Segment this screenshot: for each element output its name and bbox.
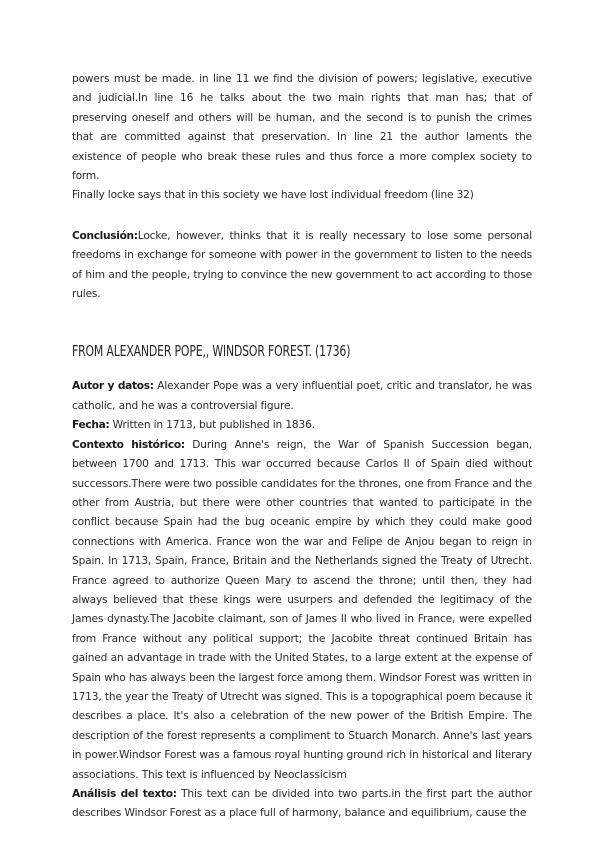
- text-commentary: [72, 377, 532, 823]
- analysis-text: This text can be divided into two parts.in the first part the author describes Windsor Forest as a place full of harmony, balance and equilibrium, cause the: [72, 788, 532, 820]
- context-text: During Anne's reign, the War of Spanish Succession began, between 1700 and 1713. This war occurred because Carlos II of Spain died without successors.There were two possible candidates for the thrones, one from France and the other from Austria, but there were other countries that wanted to participate in the conflict because Spain had the bug oceanic empire by which they could make good connections with America. France won the war and Felipe de Anjou began to reign in Spain. In 1713, Spain, France, Britain and the Netherlands signed the Treaty of Utrecht. France agreed to authorize Queen Mary to ascend the throne; until then, they had always believed that these kings were usurpers and defended the legitimacy of the James dynasty.The Jacobite claimant, son of James II who lived in France, were expelled from France without any political support; the Jacobite threat continued Britain has gained an advantage in trade with the United States, to a large extent at the expense of Spain who has always been the largest force among them. Windsor Forest was written in 1713, the year the Treaty of Utrecht was signed. This is a topographical poem because it describes a place. It's also a celebration of the new power of the British Empire. The description of the forest represents a compliment to Stuarch Monarch. Anne's last years in power.Windsor Forest was a famous royal hunting ground rich in historical and literary associations. This text is influenced by Neoclassicism: [72, 438, 532, 781]
- document-body: [72, 70, 532, 824]
- author-text: Alexander Pope was a very influential poet, critic and translator, he was catholic, and he was a controversial figure.: [72, 380, 532, 412]
- conclusion-paragraph: [72, 227, 532, 305]
- context-paragraph: [72, 436, 532, 785]
- author-label: Autor y datos:: [72, 380, 154, 393]
- date-paragraph: [72, 416, 532, 435]
- section-title: FROM ALEXANDER POPE,, WINDSOR FOREST. (1736): [72, 342, 351, 361]
- analysis-paragraph: [72, 785, 532, 824]
- analysis-label: Análisis del texto:: [72, 788, 177, 800]
- date-text: Written in 1713, but published in 1836.: [109, 419, 315, 432]
- date-label: Fecha:: [72, 419, 110, 432]
- intro-paragraph: powers must be made. in line 11 we find the division of powers; legislative, executive and judicial.In line 16 he talks about the two main rights that man has; that of preserving oneself and others will be human, and the second is to punish the crimes that are committed against that preservation. In line 21 the author laments the existence of people who break these rules and thus force a more complex society to form.: [72, 73, 532, 183]
- finally-line: Finally locke says that in this society we have lost individual freedom (line 32): [72, 189, 474, 202]
- author-paragraph: [72, 377, 532, 416]
- conclusion-label: Conclusión:: [72, 229, 138, 242]
- context-label: Contexto histórico:: [72, 438, 185, 451]
- conclusion-text: Locke, however, thinks that it is really necessary to lose some personal freedoms in exchange for someone with power in the government to listen to the needs of him and the people, trying to convince the new government to act according to those rules.: [72, 229, 532, 301]
